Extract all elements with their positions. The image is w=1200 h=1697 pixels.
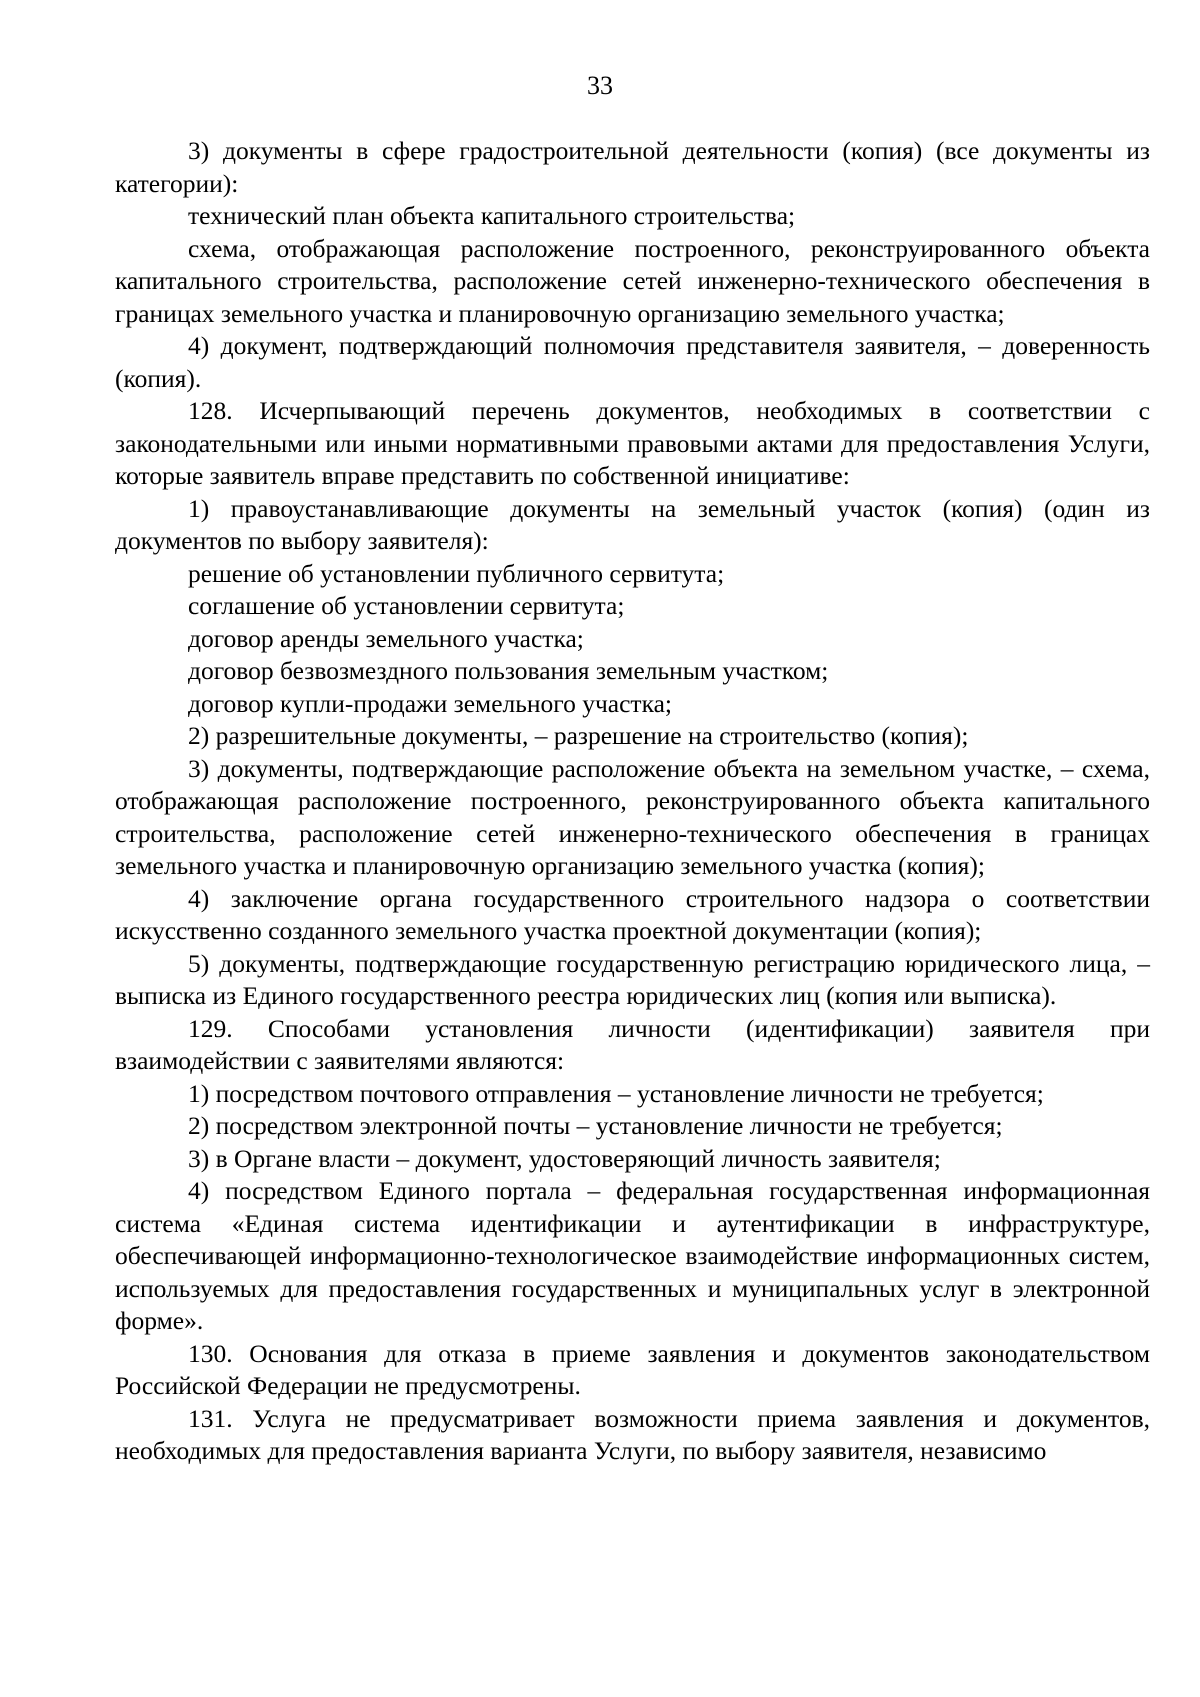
paragraph: договор безвозмездного пользования земельным участком; [188, 656, 829, 685]
paragraph: 4) посредством Единого портала – федеральная государственная информационная система «Единая система идентификации и аутентификации в инфраструктуре, обеспечивающей информационно-технологическое взаимодействие информационных систем, используемых для предоставления государственных и муниципальных услуг в электронной форме». [115, 1176, 1150, 1335]
paragraph: соглашение об установлении сервитута; [188, 591, 625, 620]
paragraph: 3) документы в сфере градостроительной деятельности (копия) (все документы из категории): [115, 136, 1150, 198]
paragraph: договор купли-продажи земельного участка; [188, 688, 672, 718]
paragraph: схема, отображающая расположение построенного, реконструированного объекта капитального строительства, расположение сетей инженерно-технического обеспечения в границах земельного участка и планировочную организацию земельного участка; [115, 233, 1150, 328]
paragraph: 3) документы, подтверждающие расположение объекта на земельном участке, – схема, отображающая расположение построенного, реконструированного объекта капитального строительства, расположение сетей инженерно-технического обеспечения в границах земельного участка и планировочную организацию земельного участка (копия); [115, 753, 1150, 880]
paragraph: 4) заключение органа государственного строительного надзора о соответствии искусственно созданного земельного участка проектной документации (копия); [115, 883, 1150, 945]
paragraph: 1) посредством почтового отправления – установление личности не требуется; [188, 1078, 1044, 1108]
paragraph: 1) правоустанавливающие документы на земельный участок (копия) (один из документов по выбору заявителя): [115, 493, 1150, 555]
paragraph: 131. Услуга не предусматривает возможности приема заявления и документов, необходимых для предоставления варианта Услуги, по выбору заявителя, независимо [115, 1403, 1150, 1465]
paragraph: 2) посредством электронной почты – установление личности не требуется; [188, 1111, 1003, 1140]
paragraph: 2) разрешительные документы, – разрешение на строительство (копия); [188, 721, 969, 750]
page-number: 33 [587, 71, 613, 100]
paragraph: 130. Основания для отказа в приеме заявления и документов законодательством Российской Федерации не предусмотрены. [115, 1338, 1150, 1400]
paragraph: решение об установлении публичного сервитута; [188, 558, 725, 588]
paragraph: 129. Способами установления личности (идентификации) заявителя при взаимодействии с заявителями являются: [115, 1013, 1150, 1075]
paragraph: 3) в Органе власти – документ, удостоверяющий личность заявителя; [188, 1143, 941, 1173]
paragraph: 128. Исчерпывающий перечень документов, необходимых в соответствии с законодательными или иными нормативными правовыми актами для предоставления Услуги, которые заявитель вправе представить по собственной инициативе: [115, 396, 1150, 490]
document-body [115, 135, 1150, 1468]
paragraph: 4) документ, подтверждающий полномочия представителя заявителя, – доверенность (копия). [115, 331, 1150, 393]
paragraph: договор аренды земельного участка; [188, 623, 584, 653]
paragraph: 5) документы, подтверждающие государственную регистрацию юридического лица, – выписка из Единого государственного реестра юридических лиц (копия или выписка). [115, 948, 1150, 1010]
paragraph: технический план объекта капитального строительства; [188, 201, 796, 230]
